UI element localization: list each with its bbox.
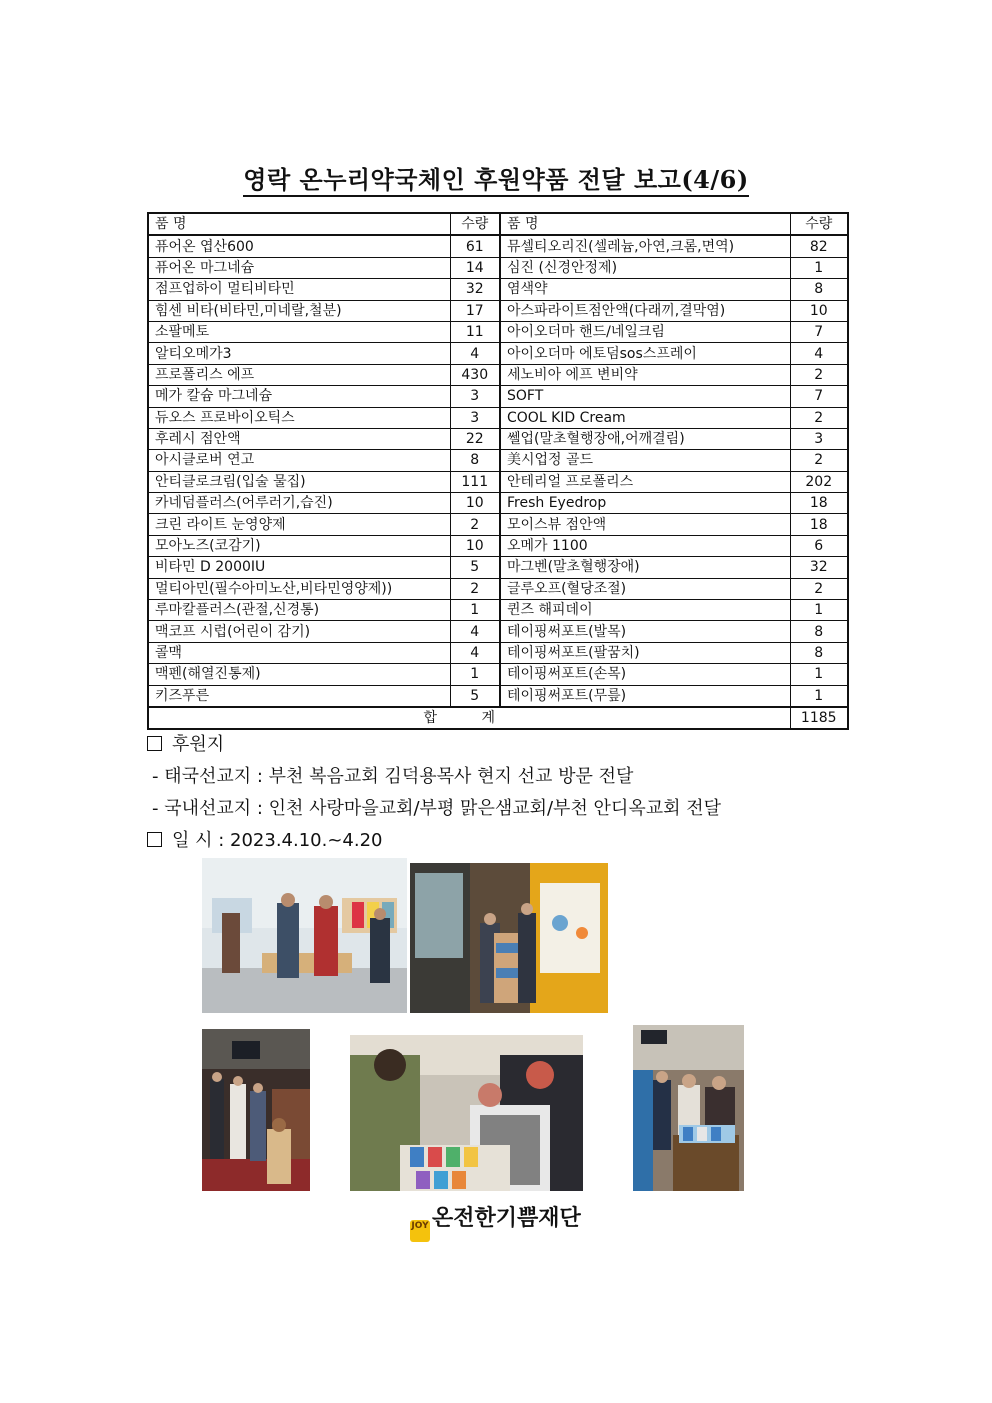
item-qty-right: 8 xyxy=(790,642,848,663)
item-qty-right: 8 xyxy=(790,279,848,300)
item-name-right: 염색약 xyxy=(500,279,790,300)
table-row xyxy=(148,300,848,321)
joy-logo-icon: JOY xyxy=(410,1220,430,1242)
item-name-left: 맥코프 시럽(어린이 감기) xyxy=(148,621,450,642)
item-qty-left: 4 xyxy=(450,343,500,364)
photo-distribution-image xyxy=(633,1025,744,1191)
table-row xyxy=(148,321,848,342)
item-qty-left: 11 xyxy=(450,321,500,342)
table-row xyxy=(148,386,848,407)
domestic-line: - 국내선교지 : 인천 사랑마을교회/부평 맑은샘교회/부천 안디옥교회 전달 xyxy=(152,798,721,819)
item-name-right: 테이핑써포트(발목) xyxy=(500,621,790,642)
item-name-right: 마그벤(말초혈행장애) xyxy=(500,557,790,578)
item-qty-left: 430 xyxy=(450,364,500,385)
item-qty-right: 32 xyxy=(790,557,848,578)
item-name-left: 알티오메가3 xyxy=(148,343,450,364)
header-name-right: 품 명 xyxy=(500,213,790,235)
item-qty-left: 32 xyxy=(450,279,500,300)
photo-sorting-medicine-image xyxy=(350,1035,583,1191)
table-row xyxy=(148,621,848,642)
table-row xyxy=(148,428,848,449)
item-qty-left: 2 xyxy=(450,514,500,535)
photo-church-crowd xyxy=(202,1029,310,1191)
item-name-right: Fresh Eyedrop xyxy=(500,493,790,514)
table-total-row xyxy=(148,707,848,729)
item-name-right: 안테리얼 프로폴리스 xyxy=(500,471,790,492)
item-name-left: 비타민 D 2000IU xyxy=(148,557,450,578)
item-qty-right: 202 xyxy=(790,471,848,492)
item-qty-right: 1 xyxy=(790,664,848,685)
item-name-right: 아이오더마 핸드/네일크림 xyxy=(500,321,790,342)
photo-thailand-church-image xyxy=(202,858,407,1013)
checkbox-square-icon xyxy=(147,832,162,847)
item-qty-right: 6 xyxy=(790,535,848,556)
item-name-right: 심진 (신경안정제) xyxy=(500,257,790,278)
item-qty-left: 5 xyxy=(450,557,500,578)
table-row xyxy=(148,279,848,300)
table-row xyxy=(148,343,848,364)
item-name-left: 루마칼플러스(관절,신경통) xyxy=(148,600,450,621)
table-row xyxy=(148,257,848,278)
item-name-left: 맥펜(해열진통제) xyxy=(148,664,450,685)
item-name-left: 메가 칼슘 마그네슘 xyxy=(148,386,450,407)
table-row xyxy=(148,535,848,556)
item-name-left: 힘센 비타(비타민,미네랄,철분) xyxy=(148,300,450,321)
item-qty-right: 2 xyxy=(790,450,848,471)
table-row xyxy=(148,664,848,685)
item-qty-right: 2 xyxy=(790,578,848,599)
item-name-left: 멀티아민(필수아미노산,비타민영양제)) xyxy=(148,578,450,599)
donation-heading: 후원지 xyxy=(147,730,224,756)
photo-thailand-church xyxy=(202,858,407,1013)
table-row xyxy=(148,557,848,578)
photo-sorting-medicine xyxy=(350,1035,583,1191)
item-name-left: 점프업하이 멀티비타민 xyxy=(148,279,450,300)
item-name-right: 글루오프(혈당조절) xyxy=(500,578,790,599)
item-qty-left: 3 xyxy=(450,386,500,407)
header-name-left: 품 명 xyxy=(148,213,450,235)
item-name-left: 모아노즈(코감기) xyxy=(148,535,450,556)
item-name-left: 후레시 점안액 xyxy=(148,428,450,449)
date-line: 일 시 : 2023.4.10.~4.20 xyxy=(147,826,383,852)
item-qty-left: 14 xyxy=(450,257,500,278)
item-qty-left: 17 xyxy=(450,300,500,321)
item-name-left: 소팔메토 xyxy=(148,321,450,342)
item-qty-left: 61 xyxy=(450,235,500,257)
item-name-left: 듀오스 프로바이오틱스 xyxy=(148,407,450,428)
table-row xyxy=(148,493,848,514)
item-qty-right: 7 xyxy=(790,321,848,342)
header-qty-right: 수량 xyxy=(790,213,848,235)
item-qty-right: 18 xyxy=(790,514,848,535)
foundation-logo: JOY 온전한기쁨재단 xyxy=(410,1201,581,1242)
item-name-left: 퓨어온 마그네슘 xyxy=(148,257,450,278)
item-name-left: 퓨어온 엽산600 xyxy=(148,235,450,257)
photo-boxes-hallway xyxy=(410,863,608,1013)
table-row xyxy=(148,364,848,385)
item-name-right: 세노비아 에프 변비약 xyxy=(500,364,790,385)
item-name-right: 쎌업(말초혈행장애,어깨결림) xyxy=(500,428,790,449)
item-name-right: 오메가 1100 xyxy=(500,535,790,556)
table-row xyxy=(148,235,848,257)
table-header-row xyxy=(148,213,848,235)
item-qty-left: 2 xyxy=(450,578,500,599)
item-name-right: 퀸즈 해피데이 xyxy=(500,600,790,621)
item-name-right: 모이스뷰 점안액 xyxy=(500,514,790,535)
item-qty-right: 1 xyxy=(790,600,848,621)
item-qty-left: 22 xyxy=(450,428,500,449)
item-qty-left: 8 xyxy=(450,450,500,471)
item-qty-left: 111 xyxy=(450,471,500,492)
table-row xyxy=(148,578,848,599)
item-qty-right: 8 xyxy=(790,621,848,642)
item-name-left: 안티클로크림(입술 물집) xyxy=(148,471,450,492)
photo-boxes-hallway-image xyxy=(410,863,608,1013)
item-qty-right: 2 xyxy=(790,407,848,428)
item-qty-right: 10 xyxy=(790,300,848,321)
item-name-right: SOFT xyxy=(500,386,790,407)
item-qty-left: 4 xyxy=(450,642,500,663)
photo-church-crowd-image xyxy=(202,1029,310,1191)
item-name-right: 테이핑써포트(손목) xyxy=(500,664,790,685)
item-name-right: COOL KID Cream xyxy=(500,407,790,428)
item-qty-left: 3 xyxy=(450,407,500,428)
item-qty-left: 1 xyxy=(450,600,500,621)
item-name-right: 아이오더마 에토덤sos스프레이 xyxy=(500,343,790,364)
item-qty-right: 2 xyxy=(790,364,848,385)
item-qty-right: 1 xyxy=(790,257,848,278)
checkbox-square-icon xyxy=(147,736,162,751)
table-row xyxy=(148,685,848,707)
header-qty-left: 수량 xyxy=(450,213,500,235)
item-name-right: 테이핑써포트(무릎) xyxy=(500,685,790,707)
item-qty-left: 10 xyxy=(450,535,500,556)
item-name-right: 테이핑써포트(팔꿈치) xyxy=(500,642,790,663)
donation-items-table xyxy=(147,212,849,730)
item-name-right: 뮤셀티오리진(셀레늄,아연,크롬,면역) xyxy=(500,235,790,257)
item-name-left: 키즈푸른 xyxy=(148,685,450,707)
item-qty-right: 82 xyxy=(790,235,848,257)
item-qty-left: 4 xyxy=(450,621,500,642)
item-qty-left: 1 xyxy=(450,664,500,685)
item-name-left: 카네덤플러스(어루러기,습진) xyxy=(148,493,450,514)
thailand-line: - 태국선교지 : 부천 복음교회 김덕용목사 현지 선교 방문 전달 xyxy=(152,766,634,787)
item-qty-right: 4 xyxy=(790,343,848,364)
item-qty-left: 10 xyxy=(450,493,500,514)
item-name-right: 아스파라이트점안액(다래끼,결막염) xyxy=(500,300,790,321)
table-row xyxy=(148,471,848,492)
table-row xyxy=(148,450,848,471)
total-label: 합 계 xyxy=(148,707,790,729)
total-value: 1185 xyxy=(790,707,848,729)
item-name-left: 크린 라이트 눈영양제 xyxy=(148,514,450,535)
item-qty-right: 1 xyxy=(790,685,848,707)
table-row xyxy=(148,407,848,428)
photo-distribution xyxy=(633,1025,744,1191)
item-qty-right: 3 xyxy=(790,428,848,449)
item-qty-left: 5 xyxy=(450,685,500,707)
table-row xyxy=(148,600,848,621)
table-row xyxy=(148,642,848,663)
report-title: 영락 온누리약국체인 후원약품 전달 보고(4/6) xyxy=(0,160,992,195)
item-qty-right: 7 xyxy=(790,386,848,407)
item-name-left: 콜맥 xyxy=(148,642,450,663)
item-name-right: 美시업정 골드 xyxy=(500,450,790,471)
item-name-left: 프로폴리스 에프 xyxy=(148,364,450,385)
item-name-left: 아시클로버 연고 xyxy=(148,450,450,471)
item-qty-right: 18 xyxy=(790,493,848,514)
table-row xyxy=(148,514,848,535)
